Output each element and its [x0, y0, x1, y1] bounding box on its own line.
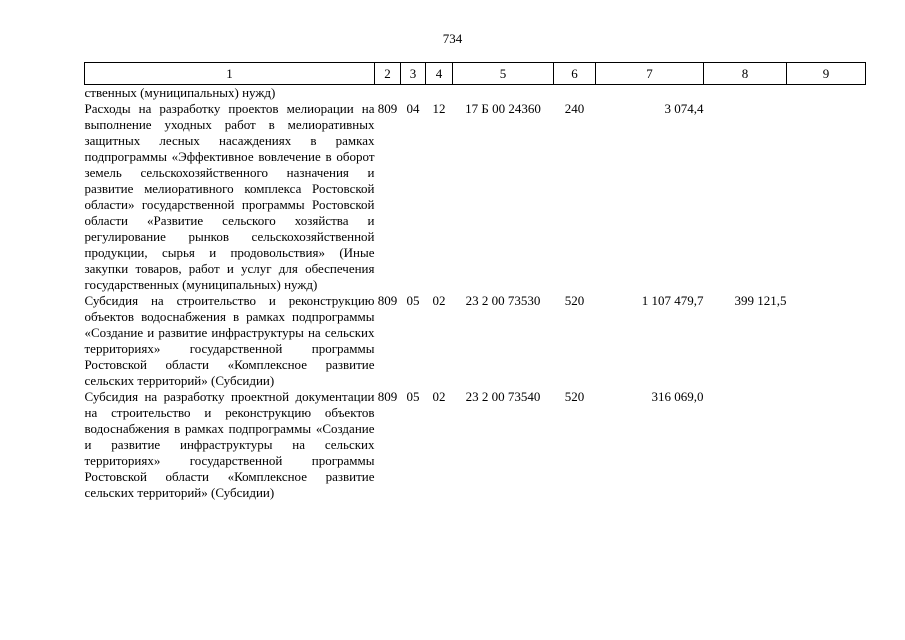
- table-row: [85, 293, 866, 389]
- section-code: 05: [406, 389, 420, 404]
- ministry-code: 809: [377, 293, 398, 308]
- section-code: 04: [406, 101, 420, 116]
- column-number-header-row: [85, 63, 866, 85]
- column-header: 2: [375, 63, 401, 85]
- section-code: 05: [406, 293, 420, 308]
- amount-column-9: [787, 101, 866, 293]
- amount-column-7: 1 107 479,7: [641, 293, 704, 308]
- subsection-code: 02: [432, 293, 446, 308]
- target-article-code: 17 Б 00 24360: [465, 101, 541, 116]
- page-number: 734: [442, 31, 463, 46]
- target-article-code: 23 2 00 73540: [465, 389, 541, 404]
- budget-table: [84, 62, 866, 501]
- amount-column-7: 3 074,4: [664, 101, 704, 116]
- subsection-code: 02: [432, 389, 446, 404]
- column-header: 1: [85, 63, 375, 85]
- column-header: 3: [401, 63, 426, 85]
- expense-type-code: 240: [564, 101, 585, 116]
- column-header: 5: [453, 63, 554, 85]
- amount-column-9: [787, 293, 866, 389]
- column-header: 7: [596, 63, 704, 85]
- continuation-text: ственных (муниципальных) нужд): [84, 85, 276, 100]
- expense-description: Расходы на разработку проектов мелиорации на выполнение уходных работ в мелиоративных защитных лесных насаждениях в рамках подпрограммы «Эффективное вовлечение в оборот земель сельскохозяйственного назначения и развитие мелиоративного комплекса Ростовской области» государственной программы Ростовской области «Развитие сельского хозяйства и регулирование рынков сельскохозяйственной продукции, сырья и продовольствия» (Иные закупки товаров, работ и услуг для обеспечения государственных (муниципальных) нужд): [84, 101, 375, 292]
- amount-column-8: 399 121,5: [734, 293, 787, 308]
- table-row: [85, 101, 866, 293]
- column-header: 6: [554, 63, 596, 85]
- column-header: 9: [787, 63, 866, 85]
- target-article-code: 23 2 00 73530: [465, 293, 541, 308]
- ministry-code: 809: [377, 389, 398, 404]
- amount-column-9: [787, 389, 866, 501]
- expense-type-code: 520: [564, 389, 585, 404]
- ministry-code: 809: [377, 101, 398, 116]
- amount-column-8: [704, 101, 787, 293]
- continuation-row: [85, 85, 866, 102]
- amount-column-7: 316 069,0: [651, 389, 704, 404]
- column-header: 4: [426, 63, 453, 85]
- expense-type-code: 520: [564, 293, 585, 308]
- table-row: [85, 389, 866, 501]
- subsection-code: 12: [432, 101, 446, 116]
- column-header: 8: [704, 63, 787, 85]
- amount-column-8: [704, 389, 787, 501]
- expense-description: Субсидия на строительство и реконструкцию объектов водоснабжения в рамках подпрограммы «Создание и развитие инфраструктуры на сельских территориях» государственной программы Ростовской области «Комплексное развитие сельских территорий» (Субсидии): [84, 293, 375, 388]
- expense-description: Субсидия на разработку проектной документации на строительство и реконструкцию объектов водоснабжения в рамках подпрограммы «Создание и развитие инфраструктуры на сельских территориях» государственной программы Ростовской области «Комплексное развитие сельских территорий» (Субсидии): [84, 389, 375, 500]
